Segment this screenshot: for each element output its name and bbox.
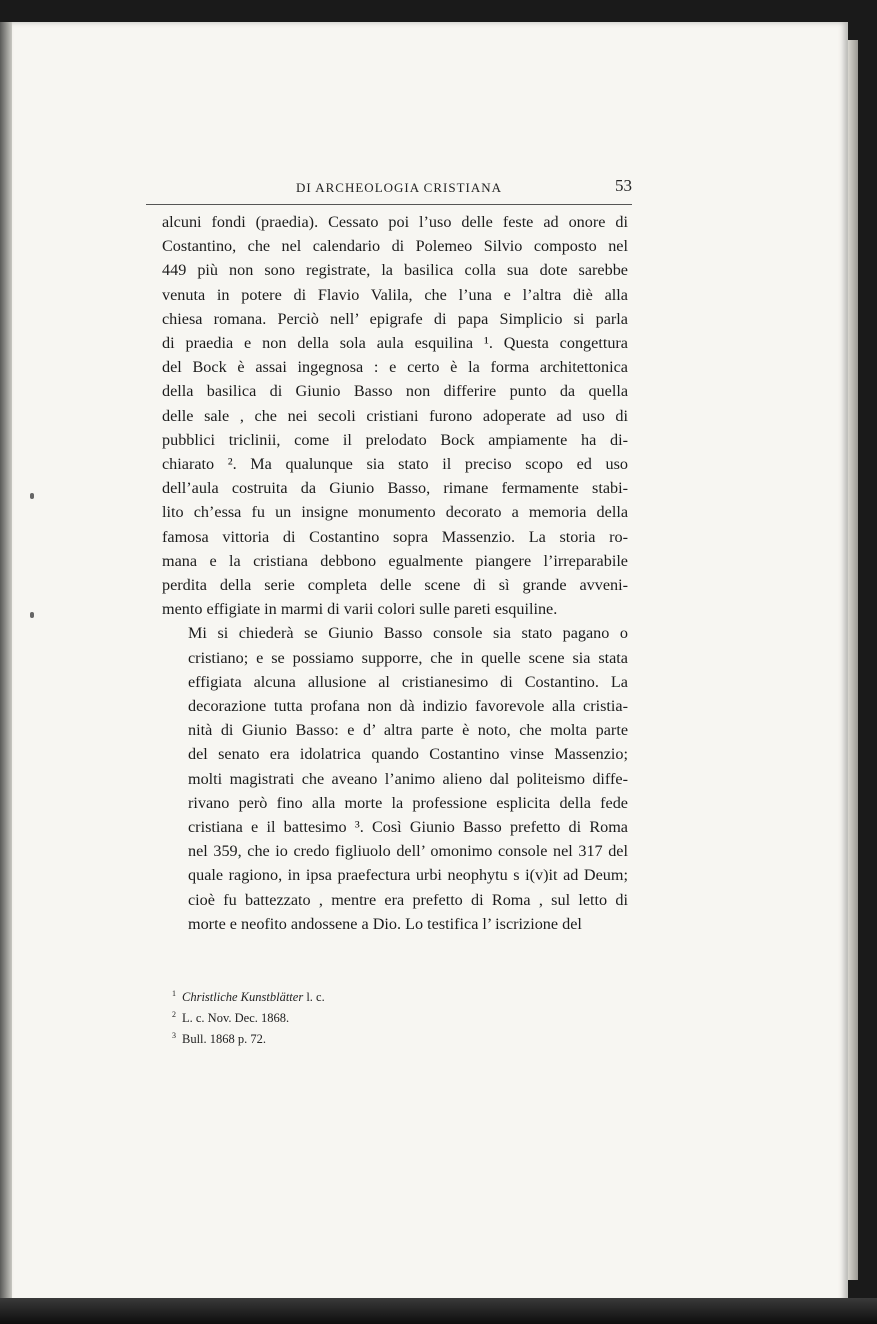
text-line: chiesa romana. Perciò nell’ epigrafe di papa Simplicio si parla (162, 309, 628, 328)
text-line: perdita della serie completa delle scene di sì grande avveni- (162, 576, 628, 595)
text-line: nel 359, che io credo figliuolo dell’ omonimo console nel 317 del (188, 842, 628, 861)
text-line: Mi si chiederà se Giunio Basso console sia stato pagano o (188, 624, 628, 643)
paragraph-1 (162, 210, 628, 621)
text-line: dell’aula costruita da Giunio Basso, rimane fermamente stabi- (162, 479, 628, 498)
margin-speck (30, 612, 34, 618)
footnote-mark: 2 (172, 1010, 176, 1020)
text-line: rivano però fino alla morte la professione esplicita della fede (188, 793, 628, 812)
footnote-mark: 1 (172, 989, 176, 998)
text-line: pubblici triclinii, come il prelodato Bock ampiamente ha di- (162, 430, 628, 449)
text-line: della basilica di Giunio Basso non differire punto da quella (162, 382, 628, 401)
text-line: mana e la cristiana debbono egualmente piangere l’irreparabile (162, 551, 628, 570)
text-line: effigiata alcuna allusione al cristianesimo di Costantino. La (188, 672, 628, 691)
paragraph-2 (162, 621, 628, 936)
footnote-1 (172, 985, 572, 1006)
footnote-2 (172, 1006, 572, 1027)
text-line: di praedia e non della sola aula esquilina ¹. Questa congettura (162, 334, 628, 353)
text-line: decorazione tutta profana non dà indizio favorevole alla cristia- (188, 697, 628, 716)
page-bottom-shadow (0, 1298, 877, 1324)
page-right-edge (848, 40, 858, 1280)
page-left-edge (0, 22, 12, 1304)
footnote-italic: Christliche Kunstblätter (182, 990, 304, 1005)
text-line: Costantino, che nel calendario di Polemeo Silvio composto nel (162, 237, 628, 256)
text-line: famosa vittoria di Costantino sopra Massenzio. La storia ro- (162, 527, 628, 546)
text-line: cioè fu battezzato , mentre era prefetto di Roma , sul letto di (188, 890, 628, 909)
footnote-text: l. c. (303, 990, 325, 1005)
body-text (162, 210, 628, 936)
footnote-mark: 3 (172, 1031, 176, 1041)
text-line: cristiana e il battesimo ³. Così Giunio Basso prefetto di Roma (188, 818, 628, 837)
text-line: del Bock è assai ingegnosa : e certo è la forma architettonica (162, 358, 628, 377)
margin-speck (30, 493, 34, 499)
text-line: 449 più non sono registrate, la basilica colla sua dote sarebbe (162, 261, 628, 280)
text-line: lito ch’essa fu un insigne monumento decorato a memoria della (162, 503, 628, 522)
footnote-text: L. c. Nov. Dec. 1868. (182, 1011, 290, 1026)
text-line: quale ragiono, in ipsa praefectura urbi neophytu s i(v)it ad Deum; (188, 866, 628, 885)
page-number: 53 (615, 176, 632, 195)
footnote-3 (172, 1027, 572, 1048)
header-rule (146, 204, 632, 205)
running-header (146, 178, 632, 200)
footnote-text: Bull. 1868 p. 72. (182, 1032, 267, 1047)
text-line: molti magistrati che aveano l’animo alieno dal politeismo diffe- (188, 769, 628, 788)
text-line: alcuni fondi (praedia). Cessato poi l’uso delle feste ad onore di (162, 213, 628, 231)
text-line: chiarato ². Ma qualunque sia stato il preciso scopo ed uso (162, 455, 628, 474)
text-line: del senato era idolatrica quando Costantino vinse Massenzio; (188, 745, 628, 764)
text-line: cristiano; e se possiamo supporre, che in quelle scene sia stata (188, 648, 628, 667)
text-line: mento effigiate in marmi di varii colori sulle pareti esquiline. (162, 600, 558, 619)
text-line: nità di Giunio Basso: e d’ altra parte è noto, che molta parte (188, 721, 628, 740)
text-line: delle sale , che nei secoli cristiani furono adoperate ad uso di (162, 406, 628, 425)
running-title: DI ARCHEOLOGIA CRISTIANA (296, 180, 502, 195)
text-line: morte e neofito andossene a Dio. Lo testifica l’ iscrizione del (188, 914, 582, 933)
footnotes (172, 985, 572, 1048)
text-line: venuta in potere di Flavio Valila, che l’una e l’altra diè alla (162, 285, 628, 304)
